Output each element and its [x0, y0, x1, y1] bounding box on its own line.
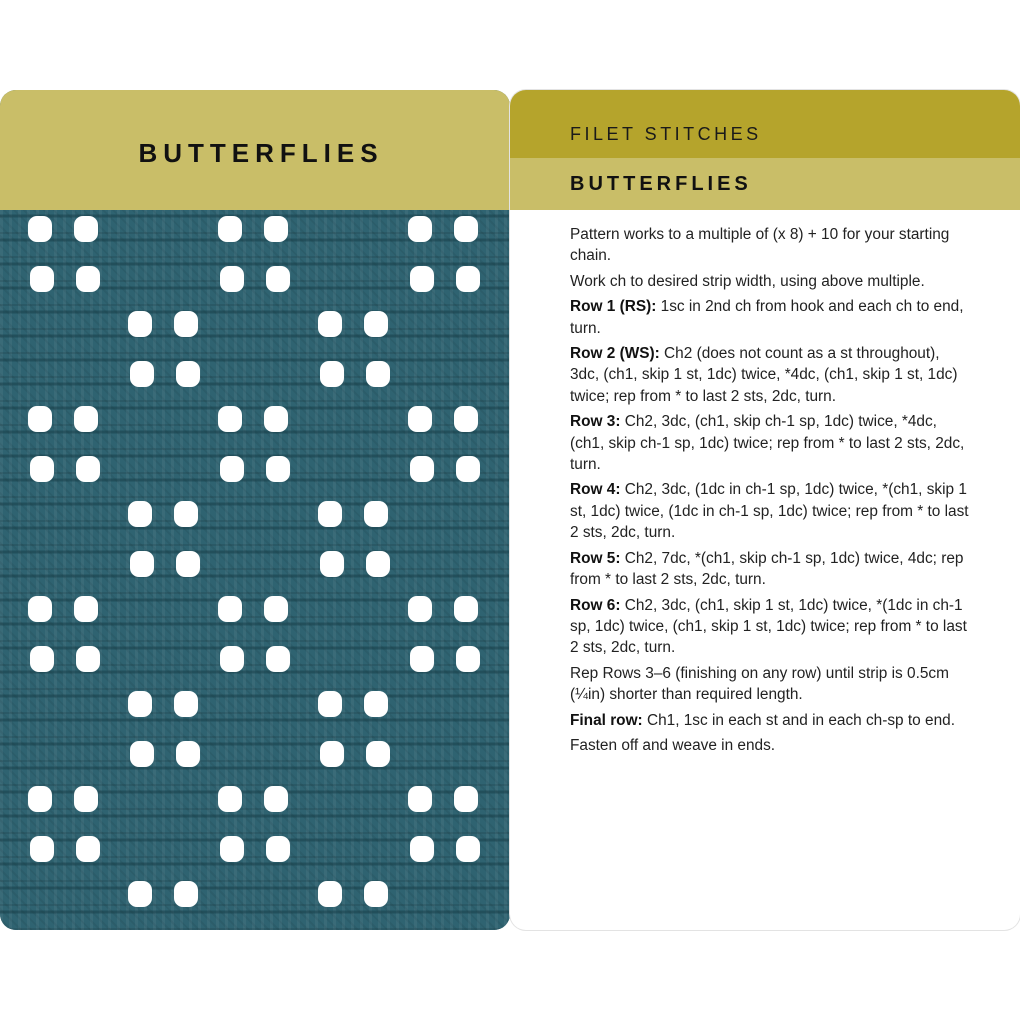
instruction-paragraph [570, 710, 970, 731]
instruction-paragraph [570, 271, 970, 292]
row-label: Row 4: [570, 481, 621, 499]
mesh-hole [364, 501, 388, 527]
mesh-hole [220, 456, 244, 482]
category-label: FILET STITCHES [570, 123, 762, 144]
mesh-hole [220, 836, 244, 862]
mesh-hole [318, 311, 342, 337]
mesh-hole [76, 456, 100, 482]
instruction-text: Ch2, 3dc, (1dc in ch-1 sp, 1dc) twice, *(ch1, skip 1 st, 1dc) twice, (1dc in ch-1 sp, 1dc) twice; rep from * to last 2 sts, 2dc, turn. [570, 481, 969, 542]
mesh-hole [174, 691, 198, 717]
mesh-hole [128, 691, 152, 717]
mesh-hole [28, 596, 52, 622]
category-band [510, 90, 1020, 158]
mesh-hole [30, 266, 54, 292]
mesh-hole [408, 406, 432, 432]
instruction-paragraph [570, 663, 970, 706]
mesh-hole [76, 266, 100, 292]
mesh-hole [176, 741, 200, 767]
front-card [0, 90, 510, 930]
instruction-text: 1sc in 2nd ch from hook and each ch to end, turn. [570, 298, 964, 337]
title-band [510, 158, 1020, 210]
mesh-hole [266, 646, 290, 672]
front-card-title: BUTTERFLIES [138, 137, 384, 168]
row-label: Row 3: [570, 413, 621, 431]
row-label: Row 6: [570, 596, 621, 614]
mesh-hole [364, 311, 388, 337]
mesh-hole [366, 551, 390, 577]
mesh-hole [176, 551, 200, 577]
mesh-hole [318, 501, 342, 527]
mesh-hole [454, 786, 478, 812]
mesh-hole [410, 266, 434, 292]
mesh-hole [130, 741, 154, 767]
mesh-hole [176, 361, 200, 387]
swatch-mesh-holes [0, 210, 510, 930]
mesh-hole [410, 456, 434, 482]
mesh-hole [174, 311, 198, 337]
mesh-hole [218, 786, 242, 812]
mesh-hole [174, 501, 198, 527]
mesh-hole [454, 596, 478, 622]
mesh-hole [28, 216, 52, 242]
instruction-paragraph [570, 479, 970, 543]
mesh-hole [76, 836, 100, 862]
mesh-hole [74, 786, 98, 812]
instruction-text: Ch2, 7dc, *(ch1, skip ch-1 sp, 1dc) twice, 4dc; rep from * to last 2 sts, 2dc, turn. [570, 549, 964, 589]
back-card-title: BUTTERFLIES [570, 172, 752, 195]
row-label: Row 1 (RS): [570, 298, 657, 316]
mesh-hole [266, 836, 290, 862]
mesh-hole [264, 216, 288, 242]
mesh-hole [130, 361, 154, 387]
instruction-paragraph [570, 411, 970, 475]
front-card-header [0, 90, 510, 210]
mesh-hole [218, 216, 242, 242]
mesh-hole [266, 266, 290, 292]
mesh-hole [364, 691, 388, 717]
mesh-hole [128, 881, 152, 907]
mesh-hole [264, 596, 288, 622]
instruction-text: Ch1, 1sc in each st and in each ch-sp to end. [642, 711, 955, 729]
mesh-hole [364, 881, 388, 907]
instruction-text: Pattern works to a multiple of (x 8) + 10 for your starting chain. [570, 226, 950, 265]
instruction-paragraph [570, 343, 970, 407]
instruction-text: Ch2 (does not count as a st throughout), 3dc, (ch1, skip 1 st, 1dc) twice, *4dc, (ch1, skip 1 st, 1dc) twice; rep from * to last 2 sts, 2dc, turn. [570, 345, 958, 405]
mesh-hole [128, 311, 152, 337]
crochet-swatch-photo [0, 210, 510, 930]
instruction-text: Work ch to desired strip width, using above multiple. [570, 272, 925, 290]
row-label: Row 5: [570, 549, 621, 567]
mesh-hole [74, 596, 98, 622]
mesh-hole [30, 646, 54, 672]
row-label: Row 2 (WS): [570, 345, 660, 363]
instruction-paragraph [570, 224, 970, 267]
mesh-hole [220, 646, 244, 672]
instruction-text: Ch2, 3dc, (ch1, skip 1 st, 1dc) twice, *(1dc in ch-1 sp, 1dc) twice, (ch1, skip 1 st, 1dc) twice; rep from * to last 2 sts, 2dc, turn. [570, 596, 967, 657]
instruction-paragraph [570, 548, 970, 591]
mesh-hole [410, 836, 434, 862]
mesh-hole [454, 406, 478, 432]
pattern-instructions [570, 224, 970, 760]
mesh-hole [366, 741, 390, 767]
instruction-paragraph [570, 296, 970, 339]
mesh-hole [128, 501, 152, 527]
mesh-hole [456, 266, 480, 292]
mesh-hole [320, 361, 344, 387]
mesh-hole [318, 881, 342, 907]
instruction-text: Rep Rows 3–6 (finishing on any row) until strip is 0.5cm (¼in) shorter than required length. [570, 664, 949, 704]
mesh-hole [76, 646, 100, 672]
mesh-hole [410, 646, 434, 672]
mesh-hole [28, 406, 52, 432]
mesh-hole [318, 691, 342, 717]
mesh-hole [408, 786, 432, 812]
mesh-hole [264, 406, 288, 432]
mesh-hole [456, 456, 480, 482]
mesh-hole [218, 406, 242, 432]
mesh-hole [266, 456, 290, 482]
mesh-hole [454, 216, 478, 242]
mesh-hole [320, 551, 344, 577]
mesh-hole [174, 881, 198, 907]
back-card [510, 90, 1020, 930]
mesh-hole [408, 216, 432, 242]
mesh-hole [74, 216, 98, 242]
mesh-hole [30, 456, 54, 482]
mesh-hole [264, 786, 288, 812]
mesh-hole [130, 551, 154, 577]
mesh-hole [218, 596, 242, 622]
row-label: Final row: [570, 711, 643, 729]
mesh-hole [456, 646, 480, 672]
mesh-hole [220, 266, 244, 292]
mesh-hole [408, 596, 432, 622]
mesh-hole [74, 406, 98, 432]
mesh-hole [456, 836, 480, 862]
mesh-hole [28, 786, 52, 812]
instruction-text: Ch2, 3dc, (ch1, skip ch-1 sp, 1dc) twice, *4dc, (ch1, skip ch-1 sp, 1dc) twice; rep from * to last 2 sts, 2dc, turn. [570, 413, 965, 474]
instruction-paragraph [570, 735, 970, 756]
mesh-hole [366, 361, 390, 387]
mesh-hole [30, 836, 54, 862]
mesh-hole [320, 741, 344, 767]
instruction-text: Fasten off and weave in ends. [570, 736, 776, 754]
instruction-paragraph [570, 595, 970, 659]
